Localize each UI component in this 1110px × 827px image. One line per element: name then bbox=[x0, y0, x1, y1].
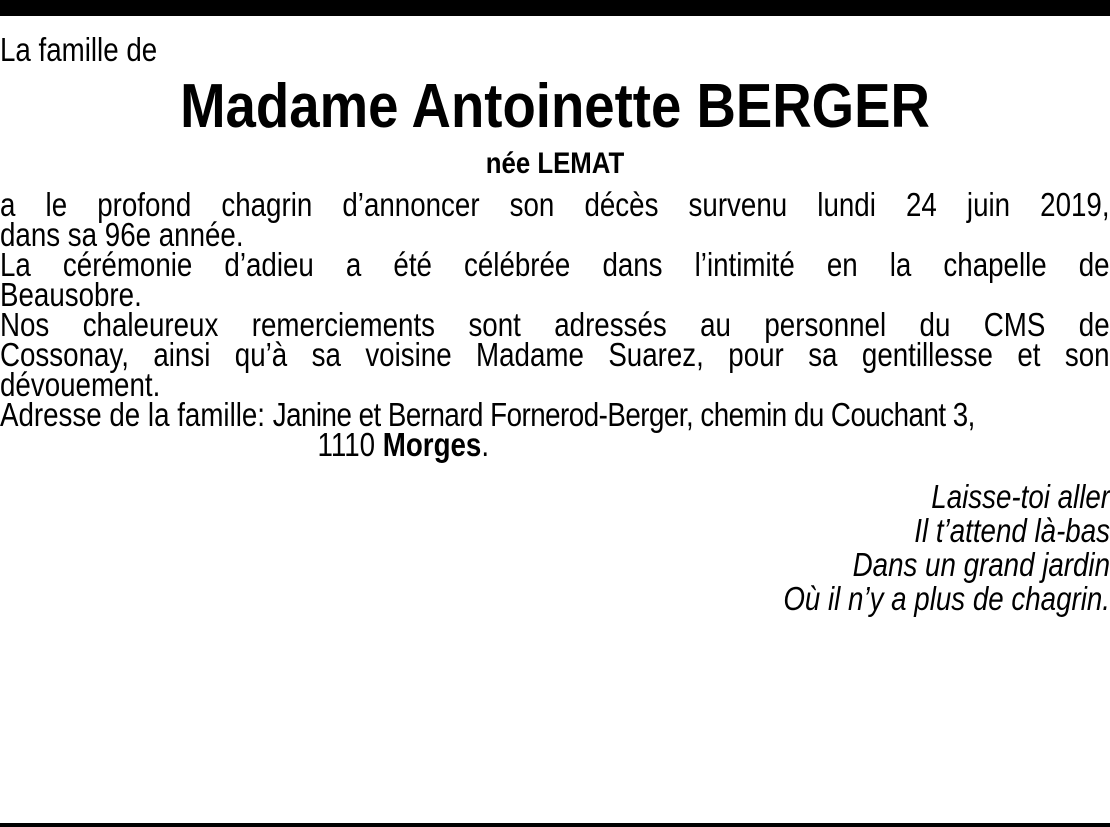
word: chagrin bbox=[221, 186, 313, 223]
word: 24 bbox=[905, 186, 937, 223]
word: son bbox=[1064, 336, 1110, 373]
intro-text: La famille de bbox=[0, 31, 158, 68]
maiden-name: née LEMAT bbox=[485, 147, 625, 180]
address-end: . bbox=[481, 426, 490, 463]
word: Nos bbox=[0, 306, 50, 343]
word: qu’à bbox=[234, 336, 288, 373]
word: sa bbox=[808, 336, 838, 373]
address-label: Adresse de la famille: bbox=[0, 396, 266, 433]
word: juin bbox=[966, 186, 1011, 223]
word: a bbox=[345, 246, 362, 283]
word: survenu bbox=[688, 186, 788, 223]
obituary-notice bbox=[0, 30, 1110, 616]
word: du bbox=[919, 306, 951, 343]
word: voisine bbox=[365, 336, 452, 373]
word: Suarez, bbox=[608, 336, 704, 373]
paragraph-3-line-2 bbox=[0, 336, 1110, 373]
top-border-rule bbox=[0, 0, 1110, 16]
word: le bbox=[45, 186, 68, 223]
word: de bbox=[1078, 306, 1110, 343]
poem-line: Où il n’y a plus de chagrin. bbox=[783, 580, 1110, 617]
poem-line: Laisse-toi aller bbox=[931, 478, 1110, 515]
word: chaleureux bbox=[82, 306, 219, 343]
word: décès bbox=[584, 186, 659, 223]
address-street: Janine et Bernard Fornerod-Berger, chemin du Couchant 3, bbox=[272, 396, 975, 433]
word: au bbox=[700, 306, 731, 343]
word: gentillesse bbox=[861, 336, 993, 373]
word: dans bbox=[602, 246, 663, 283]
word: ainsi bbox=[153, 336, 211, 373]
address-postcode: 1110 bbox=[317, 426, 376, 463]
family-address-line-2 bbox=[0, 426, 932, 463]
word: la bbox=[889, 246, 912, 283]
word: 2019, bbox=[1040, 186, 1110, 223]
word: et bbox=[1017, 336, 1041, 373]
word: été bbox=[393, 246, 432, 283]
word: de bbox=[1078, 246, 1110, 283]
word: d’annoncer bbox=[342, 186, 480, 223]
word: sa bbox=[311, 336, 341, 373]
paragraph-3-line-3: dévouement. bbox=[0, 366, 161, 403]
word: célébrée bbox=[464, 246, 571, 283]
word: chapelle bbox=[943, 246, 1047, 283]
paragraph-2-line-1 bbox=[0, 246, 1110, 283]
word: profond bbox=[97, 186, 192, 223]
word: Cossonay, bbox=[0, 336, 129, 373]
paragraph-1-line-2: dans sa 96e année. bbox=[0, 216, 244, 253]
word: a bbox=[0, 186, 16, 223]
word: lundi bbox=[817, 186, 876, 223]
word: cérémonie bbox=[62, 246, 193, 283]
word: Madame bbox=[476, 336, 584, 373]
address-city: Morges bbox=[382, 426, 482, 463]
word: remerciements bbox=[251, 306, 436, 343]
notice-body bbox=[0, 186, 1110, 463]
word: l’intimité bbox=[694, 246, 795, 283]
word: pour bbox=[728, 336, 784, 373]
closing-poem bbox=[0, 480, 1110, 616]
word: La bbox=[0, 246, 31, 283]
word: adressés bbox=[554, 306, 667, 343]
poem-line: Dans un grand jardin bbox=[852, 546, 1110, 583]
word: CMS bbox=[983, 306, 1046, 343]
word: personnel bbox=[764, 306, 887, 343]
word: son bbox=[509, 186, 555, 223]
bottom-border-rule bbox=[0, 823, 1110, 827]
paragraph-2-line-2: Beausobre. bbox=[0, 276, 142, 313]
word: d’adieu bbox=[224, 246, 314, 283]
poem-line: Il t’attend là-bas bbox=[914, 512, 1110, 549]
deceased-name: Madame Antoinette BERGER bbox=[180, 72, 930, 141]
word: sont bbox=[468, 306, 521, 343]
word: en bbox=[826, 246, 858, 283]
